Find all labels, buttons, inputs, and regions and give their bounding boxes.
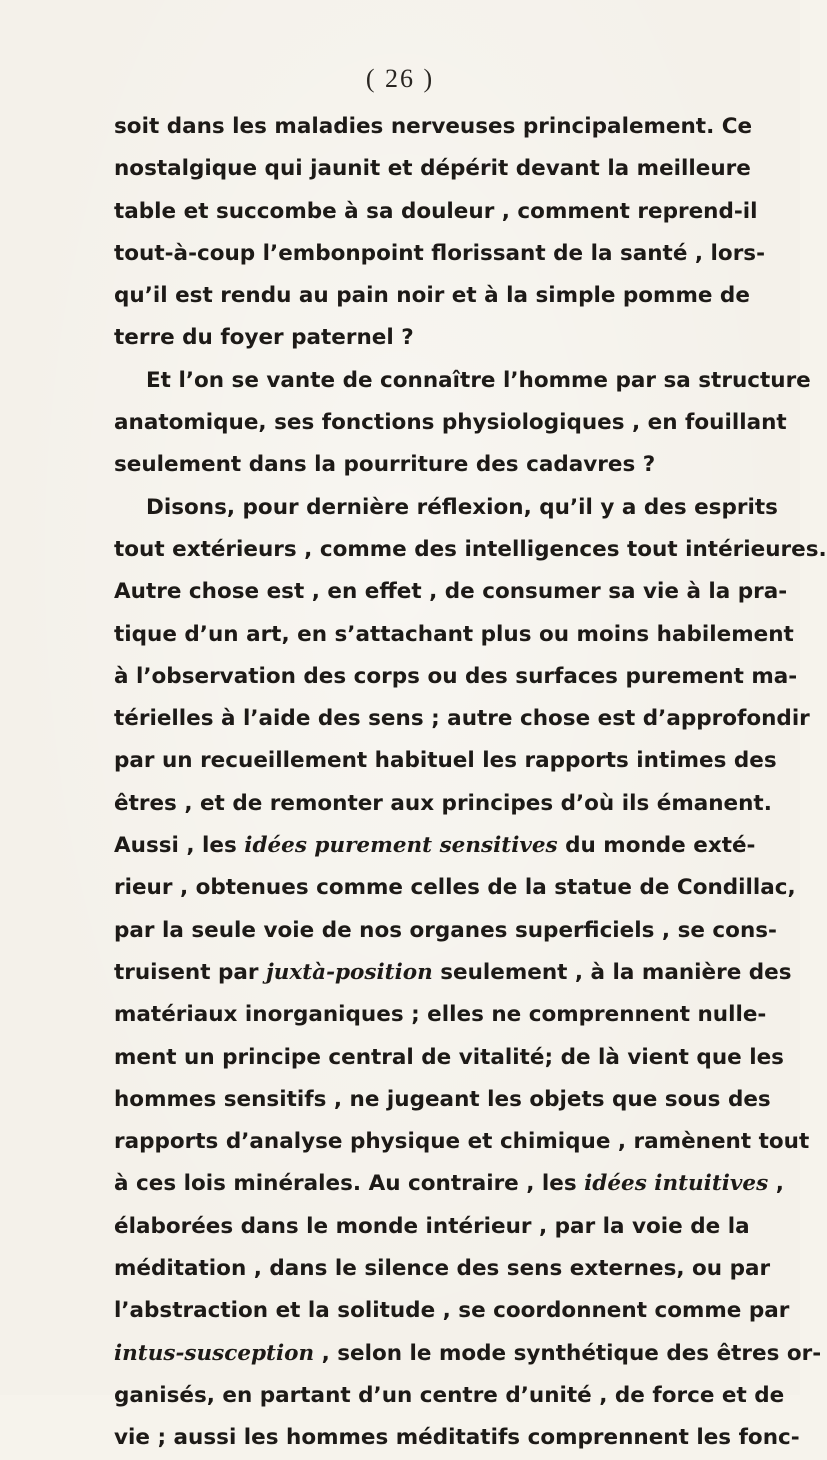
text-segment: Disons, pour dernière réflexion, qu’il y a des esprits — [146, 494, 778, 520]
text-line — [114, 1417, 800, 1459]
text-line — [114, 191, 758, 233]
text-line — [114, 444, 708, 486]
text-line — [114, 994, 767, 1036]
text-line — [114, 1163, 784, 1205]
text-segment: tout extérieurs , comme des intelligences tout intérieures. — [114, 536, 827, 562]
body-text — [114, 106, 827, 1460]
text-segment: à ces lois minérales. Au contraire , les — [114, 1171, 585, 1197]
text-segment: soit dans les maladies nerveuses principalement. Ce — [114, 114, 753, 139]
text-line — [114, 487, 778, 529]
text-segment: seulement dans la pourriture des cadavres ? — [114, 452, 656, 478]
text-segment: par un recueillement habituel les rapports intimes des — [114, 748, 777, 774]
text-line — [114, 614, 794, 656]
text-line — [114, 783, 772, 825]
italic-phrase: idées purement sensitives — [244, 833, 558, 859]
text-line — [114, 1248, 771, 1290]
text-segment: méditation , dans le silence des sens externes, ou par — [114, 1256, 771, 1282]
text-segment: , selon le mode synthétique des êtres or- — [314, 1340, 822, 1366]
text-line — [114, 571, 788, 613]
text-segment: l’abstraction et la solitude , se coordonnent comme par — [114, 1298, 790, 1324]
text-line — [114, 656, 798, 698]
text-segment: anatomique, ses fonctions physiologiques , en fouillant — [114, 410, 787, 436]
text-line — [114, 1079, 771, 1121]
text-segment: terre du foyer paternel ? — [114, 325, 414, 351]
text-segment: du monde exté- — [557, 833, 756, 859]
text-line — [114, 952, 792, 994]
text-segment: truisent par — [114, 959, 266, 985]
text-line — [114, 910, 777, 952]
text-segment: ganisés, en partant d’un centre d’unité , de force et de — [114, 1382, 785, 1408]
text-segment: qu’il est rendu au pain noir et à la simple pomme de — [114, 283, 750, 309]
text-segment: à l’observation des corps ou des surfaces purement ma- — [114, 663, 798, 689]
text-line — [114, 698, 810, 740]
italic-phrase: juxtà-position — [266, 959, 433, 985]
text-segment: table et succombe à sa douleur , comment reprend-il — [114, 198, 758, 224]
text-segment: , — [768, 1171, 784, 1197]
text-segment: ment un principe central de vitalité; de là vient que les — [114, 1044, 784, 1070]
text-segment: vie ; aussi les hommes méditatifs comprennent les fonc- — [114, 1425, 800, 1451]
text-line — [114, 529, 827, 571]
text-line — [114, 1037, 784, 1079]
text-segment: Aussi , les — [114, 833, 245, 859]
text-line — [114, 1290, 790, 1332]
text-line — [114, 1206, 750, 1248]
page-number: ( 26 ) — [365, 64, 435, 93]
text-segment: êtres , et de remonter aux principes d’où ils émanent. — [114, 790, 772, 816]
text-segment: par la seule voie de nos organes superficiels , se cons- — [114, 917, 777, 943]
text-segment: matériaux inorganiques ; elles ne comprennent nulle- — [114, 1002, 767, 1028]
text-line — [114, 402, 787, 444]
text-line — [114, 106, 753, 148]
text-segment: tique d’un art, en s’attachant plus ou moins habilement — [114, 621, 794, 647]
text-line — [114, 1333, 822, 1375]
text-line — [114, 275, 750, 317]
text-line — [114, 740, 777, 782]
text-segment: tout-à-coup l’embonpoint florissant de la santé , lors- — [114, 240, 766, 266]
text-segment: rapports d’analyse physique et chimique , ramènent tout — [114, 1129, 810, 1155]
text-line — [114, 148, 751, 190]
text-line — [114, 1121, 810, 1163]
text-segment: hommes sensitifs , ne jugeant les objets que sous des — [114, 1086, 771, 1112]
text-segment: rieur , obtenues comme celles de la statue de Condillac, — [114, 875, 796, 901]
text-segment: élaborées dans le monde intérieur , par la voie de la — [114, 1213, 750, 1239]
italic-phrase: intus-susception — [114, 1340, 315, 1366]
text-segment: seulement , à la manière des — [432, 959, 792, 985]
text-segment: Autre chose est , en effet , de consumer sa vie à la pra- — [114, 579, 788, 605]
text-line — [114, 360, 811, 402]
text-segment: térielles à l’aide des sens ; autre chose est d’approfondir — [114, 706, 810, 732]
text-line — [114, 317, 708, 359]
text-line — [114, 825, 756, 867]
text-line — [114, 233, 766, 275]
text-line — [114, 1375, 785, 1417]
text-segment: nostalgique qui jaunit et dépérit devant la meilleure — [114, 156, 751, 182]
text-line — [114, 867, 796, 909]
text-segment: Et l’on se vante de connaître l’homme par sa structure — [146, 367, 811, 393]
italic-phrase: idées intuitives — [584, 1171, 769, 1197]
